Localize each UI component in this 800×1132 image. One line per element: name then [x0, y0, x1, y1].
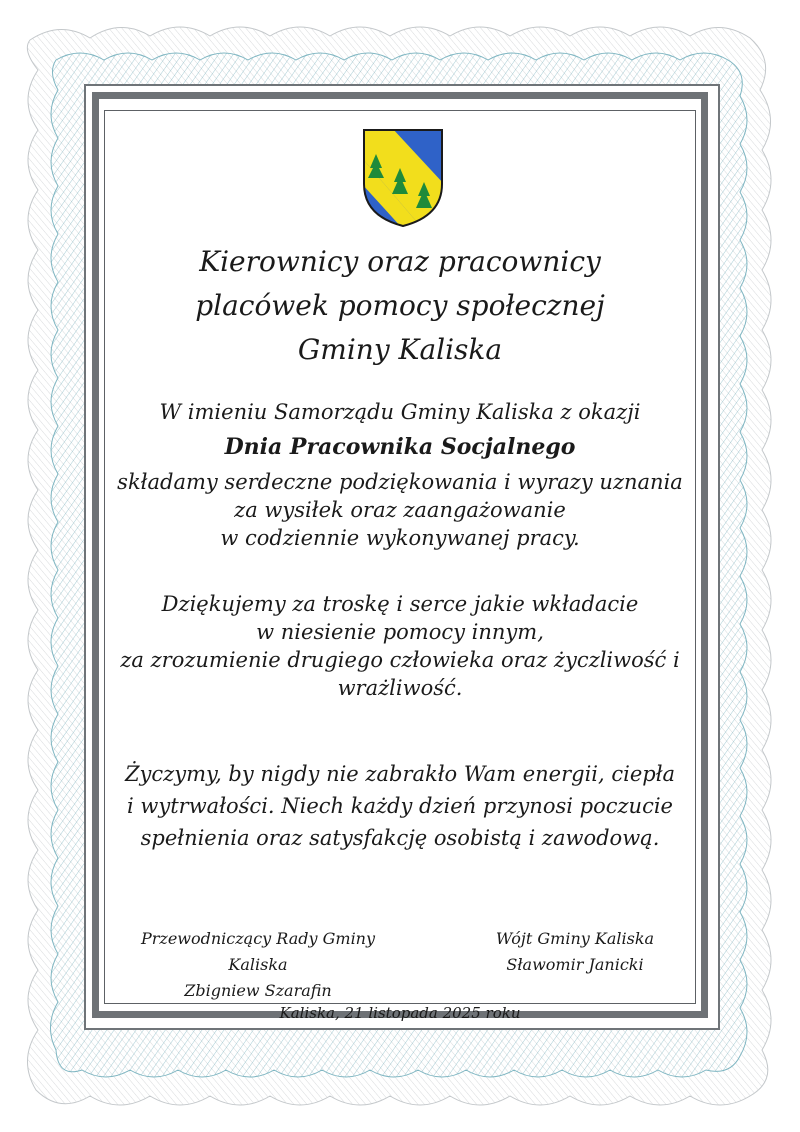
paragraph-line: wrażliwość. [337, 676, 463, 700]
signatory-name: Zbigniew Szarafin [184, 981, 332, 1000]
paragraph-line: Życzymy, by nigdy nie zabrakło Wam energii, ciepła [124, 762, 676, 786]
thanks-paragraph [104, 590, 696, 702]
paragraph-line: i wytrwałości. Niech każdy dzień przynosi poczucie [127, 794, 673, 818]
title-line: Kierownicy oraz pracownicy [199, 245, 601, 278]
coat-of-arms-icon [362, 128, 444, 228]
paragraph-line: Dziękujemy za troskę i serce jakie wkładacie [161, 592, 639, 616]
wishes-paragraph [104, 758, 696, 854]
signatory-role: Wójt Gminy Kaliska [495, 929, 655, 948]
title-line: Gminy Kaliska [297, 333, 503, 366]
paragraph-line: W imieniu Samorządu Gminy Kaliska z okazji [159, 400, 641, 424]
signatory-role: Przewodniczący Rady Gminy Kaliska [140, 929, 376, 974]
signature-council-chair [110, 926, 406, 1004]
paragraph-line: za wysiłek oraz zaangażowanie [234, 498, 566, 522]
occasion-title: Dnia Pracownika Socjalnego [224, 434, 576, 460]
greeting-paragraph [104, 398, 696, 552]
paragraph-line: za zrozumienie drugiego człowieka oraz życzliwość i [120, 648, 680, 672]
signatory-name: Sławomir Janicki [506, 955, 644, 974]
paragraph-line: spełnienia oraz satysfakcję osobistą i zawodową. [140, 826, 660, 850]
paragraph-line: w niesienie pomocy innym, [256, 620, 544, 644]
signature-mayor [470, 926, 680, 978]
certificate-title [104, 240, 696, 372]
paragraph-line: składamy serdeczne podziękowania i wyrazy uznania [117, 470, 683, 494]
paragraph-line: w codziennie wykonywanej pracy. [220, 526, 580, 550]
date-line: Kaliska, 21 listopada 2025 roku [279, 1004, 521, 1022]
title-line: placówek pomocy społecznej [195, 289, 605, 322]
